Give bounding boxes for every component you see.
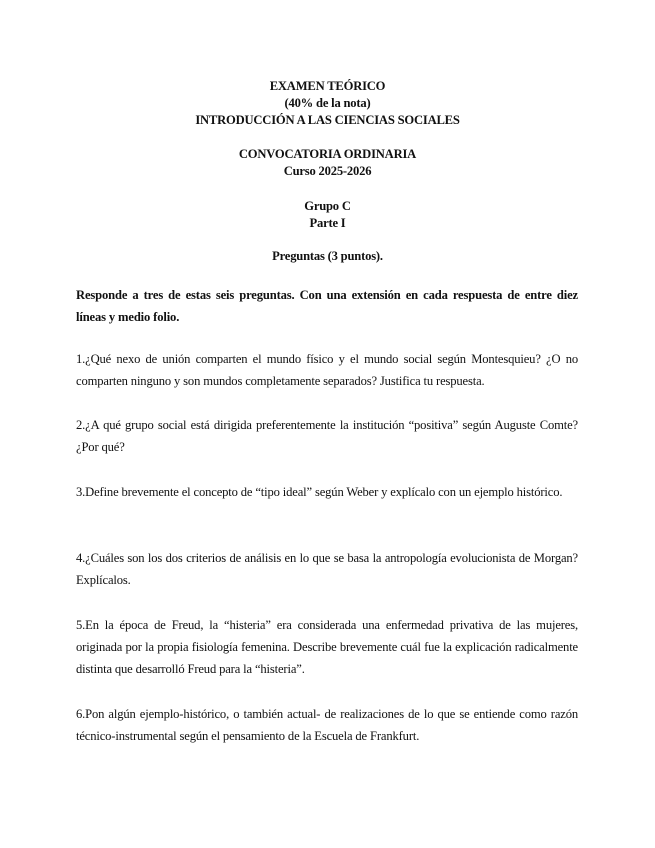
question-5: 5.En la época de Freud, la “histeria” era considerada una enfermedad privativa de las mujeres, originada por la propia fisiología femenina. Describe brevemente cuál fue la explicación radicalmente distinta que desarrolló Freud para la “histeria”. — [76, 618, 578, 676]
exam-group: Grupo C — [304, 199, 351, 213]
exam-subject: INTRODUCCIÓN A LAS CIENCIAS SOCIALES — [195, 113, 460, 127]
exam-course: Curso 2025-2026 — [283, 164, 372, 178]
exam-header — [0, 78, 655, 129]
exam-weight: (40% de la nota) — [284, 96, 371, 110]
exam-part: Parte I — [309, 216, 346, 230]
instructions: Responde a tres de estas seis preguntas. Con una extensión en cada respuesta de entre diez líneas y medio folio. — [76, 288, 578, 324]
exam-group-block — [0, 198, 655, 232]
question-3: 3.Define brevemente el concepto de “tipo ideal” según Weber y explícalo con un ejemplo histórico. — [76, 485, 563, 499]
question-2: 2.¿A qué grupo social está dirigida preferentemente la institución “positiva” según Auguste Comte? ¿Por qué? — [76, 418, 578, 454]
question-4: 4.¿Cuáles son los dos criterios de análisis en lo que se basa la antropología evolucionista de Morgan? Explícalos. — [76, 551, 578, 587]
exam-call-block — [0, 146, 655, 180]
section-heading-block — [0, 248, 655, 265]
section-heading: Preguntas (3 puntos). — [272, 249, 383, 263]
question-1: 1.¿Qué nexo de unión comparten el mundo físico y el mundo social según Montesquieu? ¿O no comparten ninguno y son mundos completamente separados? Justifica tu respuesta. — [76, 352, 578, 388]
exam-title: EXAMEN TEÓRICO — [269, 79, 386, 93]
question-6: 6.Pon algún ejemplo-histórico, o también actual- de realizaciones de lo que se entiende como razón técnico-instrumental según el pensamiento de la Escuela de Frankfurt. — [76, 707, 578, 743]
exam-call: CONVOCATORIA ORDINARIA — [238, 147, 417, 161]
